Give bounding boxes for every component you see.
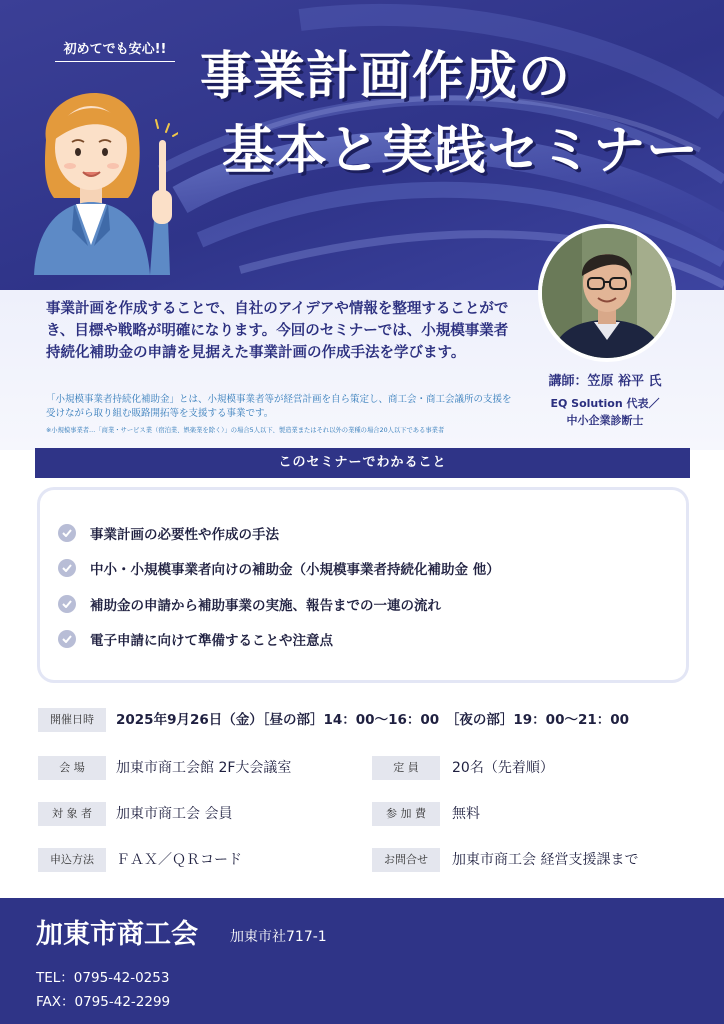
learn-heading: このセミナーでわかること xyxy=(35,448,690,478)
target-label: 対 象 者 xyxy=(38,802,106,826)
organizer-address: 加東市社717-1 xyxy=(230,929,327,945)
lecturer-title-2: 中小企業診断士 xyxy=(566,414,644,427)
contact-value: 加東市商工会 経営支援課まで xyxy=(452,852,639,868)
learn-box xyxy=(40,490,686,680)
learn-item-label: 補助金の申請から補助事業の実施、報告までの一連の流れ xyxy=(90,598,441,614)
title-line-2: 基本と実践セミナー xyxy=(222,121,700,181)
seminar-title xyxy=(200,40,700,188)
check-icon xyxy=(58,595,76,613)
lecturer-portrait-icon xyxy=(542,228,672,358)
check-icon xyxy=(58,630,76,648)
fee-value: 無料 xyxy=(452,806,480,822)
intro-text: 事業計画を作成することで、自社のアイデアや情報を整理することができ、目標や戦略が明確になります。今回のセミナーでは、小規模事業者持続化補助金の申請を見据えた事業計画の作成手法を学びます。 xyxy=(46,301,509,361)
fax-number: FAX：0795-42-2299 xyxy=(36,994,171,1010)
tagline: 初めてでも安心!! xyxy=(55,38,175,62)
check-icon xyxy=(58,524,76,542)
learn-item-label: 中小・小規模事業者向けの補助金（小規模事業者持続化補助金 他） xyxy=(90,562,500,578)
lecturer-title-1: EQ Solution 代表／ xyxy=(550,397,660,410)
venue-label: 会 場 xyxy=(38,756,106,780)
woman-illustration xyxy=(28,70,178,275)
fee-label: 参 加 費 xyxy=(372,802,440,826)
subsidy-note: 「小規模事業者持続化補助金」とは、小規模事業者等が経営計画を自ら策定し、商工会・商工会議所の支援を受けながら取り組む販路開拓等を支援する事業です。 xyxy=(46,394,512,419)
target-value: 加東市商工会 会員 xyxy=(116,806,233,822)
footnote: ※小規模事業者…「商業・サービス業（宿泊業、娯楽業を除く）」の場合5人以下、製造業またはそれ以外の業種の場合20人以下である事業者 xyxy=(46,427,445,434)
venue-value: 加東市商工会館 2F大会議室 xyxy=(116,760,292,776)
contact-label: お問合せ xyxy=(372,848,440,872)
learn-item-label: 事業計画の必要性や作成の手法 xyxy=(90,527,279,543)
footer xyxy=(0,898,724,1024)
check-icon xyxy=(58,559,76,577)
capacity-label: 定 員 xyxy=(372,756,440,780)
learn-item xyxy=(58,556,500,580)
learn-item xyxy=(58,627,333,651)
learn-item xyxy=(58,592,441,616)
learn-item xyxy=(58,521,279,545)
lecturer-info xyxy=(530,370,680,429)
date-value: 2025年9月26日（金）［昼の部］14：00〜16：00 ［夜の部］19：00〜21：00 xyxy=(116,712,630,728)
phone-number[interactable]: TEL：0795-42-0253 xyxy=(36,970,170,986)
lecturer-name: 講師：笠原 裕平 氏 xyxy=(548,374,662,389)
title-line-1: 事業計画作成の xyxy=(200,47,572,107)
lecturer-photo xyxy=(538,224,676,362)
learn-item-label: 電子申請に向けて準備することや注意点 xyxy=(90,633,333,649)
apply-value: ＦＡＸ／ＱＲコード xyxy=(116,852,242,868)
apply-label: 申込方法 xyxy=(38,848,106,872)
capacity-value: 20名（先着順） xyxy=(452,760,554,776)
date-label: 開催日時 xyxy=(38,708,106,732)
organizer-name: 加東市商工会 xyxy=(36,919,198,950)
